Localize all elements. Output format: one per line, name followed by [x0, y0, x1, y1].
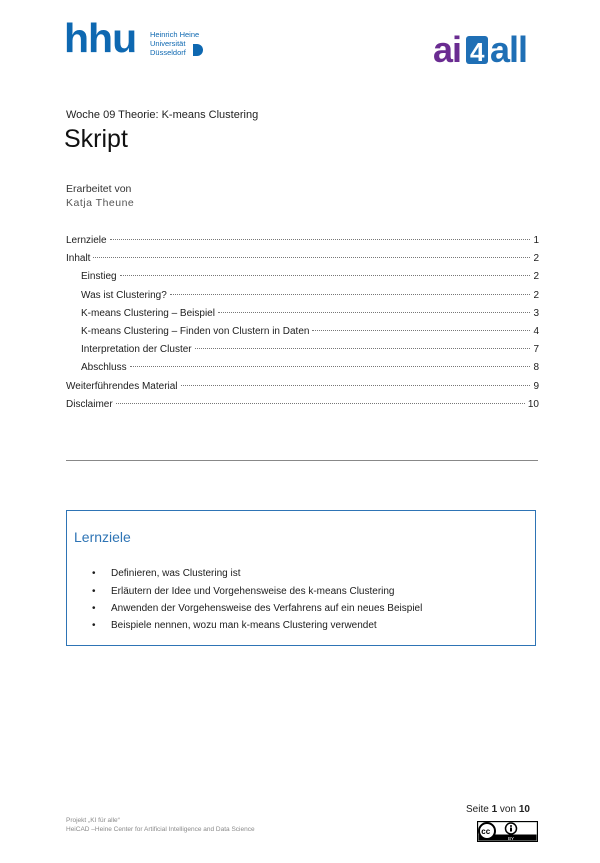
ai4all-logo-text: ai — [433, 32, 462, 68]
ai4all-logo — [433, 32, 547, 68]
lernziele-item — [92, 600, 422, 617]
table-of-contents — [66, 235, 539, 417]
toc-entry[interactable] — [66, 308, 539, 326]
horizontal-divider — [66, 460, 538, 461]
toc-leader-dots — [312, 330, 530, 331]
page-current: 1 — [491, 804, 498, 815]
toc-entry-page: 7 — [533, 344, 539, 356]
cc-by-license-icon — [477, 821, 538, 842]
page-of: von — [499, 804, 517, 815]
toc-entry-title: K-means Clustering – Finden von Clustern in Daten — [81, 325, 310, 337]
toc-entry[interactable] — [66, 271, 539, 289]
toc-entry-title: Was ist Clustering? — [81, 289, 167, 301]
page-total: 10 — [518, 804, 530, 815]
toc-entry[interactable] — [66, 381, 539, 399]
toc-leader-dots — [181, 385, 531, 386]
toc-leader-dots — [120, 275, 531, 276]
toc-leader-dots — [110, 239, 531, 240]
svg-text:all: all — [490, 32, 528, 68]
footer-project-line: Projekt „KI für alle“ — [66, 817, 120, 824]
bullet-icon: • — [92, 585, 96, 597]
toc-entry-page: 4 — [533, 325, 539, 337]
toc-entry-page: 2 — [533, 253, 539, 265]
lernziele-item-text: Definieren, was Clustering ist — [111, 568, 241, 580]
hhu-logo-subtitle — [150, 30, 199, 57]
toc-leader-dots — [93, 257, 530, 258]
toc-entry-title: Disclaimer — [66, 398, 113, 410]
author-label: Erarbeitet von — [66, 183, 132, 195]
toc-entry-title: Weiterführendes Material — [66, 380, 178, 392]
toc-entry-title: Einstieg — [81, 271, 117, 283]
bullet-icon: • — [92, 620, 96, 632]
svg-text:cc: cc — [481, 827, 491, 836]
lernziele-item — [92, 565, 422, 582]
document-subtitle: Woche 09 Theorie: K-means Clustering — [66, 109, 259, 121]
toc-leader-dots — [195, 348, 531, 349]
author-name: Katja Theune — [66, 197, 135, 209]
toc-entry-page: 1 — [533, 235, 539, 246]
toc-entry[interactable] — [66, 326, 539, 344]
bullet-icon: • — [92, 568, 96, 580]
hhu-sub-line-1: Heinrich Heine — [150, 30, 200, 39]
document-title: Skript — [64, 125, 128, 153]
footer-center-line: HeiCAD –Heine Center for Artificial Intelligence and Data Science — [66, 826, 255, 833]
lernziele-item — [92, 582, 422, 599]
toc-leader-dots — [130, 366, 531, 367]
toc-entry-page: 2 — [533, 289, 539, 301]
toc-entry-page: 10 — [527, 398, 539, 410]
toc-leader-dots — [170, 294, 531, 295]
lernziele-heading: Lernziele — [74, 529, 131, 545]
svg-text:4: 4 — [470, 37, 485, 67]
toc-entry[interactable] — [66, 290, 539, 308]
toc-entry[interactable] — [66, 344, 539, 362]
hhu-logo-mark-icon — [193, 44, 203, 56]
toc-entry[interactable] — [66, 362, 539, 380]
toc-entry-title: Interpretation der Cluster — [81, 344, 192, 356]
bullet-icon: • — [92, 602, 96, 614]
toc-entry-page: 8 — [533, 362, 539, 374]
toc-entry[interactable] — [66, 253, 539, 271]
footer-project-info — [66, 816, 255, 834]
toc-entry[interactable] — [66, 399, 539, 417]
toc-leader-dots — [116, 403, 525, 404]
hhu-sub-line-3: Düsseldorf — [150, 48, 186, 57]
page-prefix: Seite — [466, 804, 489, 815]
toc-entry-title: Inhalt — [66, 253, 91, 265]
toc-entry-page: 2 — [533, 271, 539, 283]
hhu-sub-line-2: Universität — [150, 39, 186, 48]
hhu-logo-wordmark: hhu — [64, 15, 137, 61]
toc-leader-dots — [218, 312, 530, 313]
page-number — [466, 804, 530, 815]
lernziele-item — [92, 617, 422, 634]
toc-entry-title: K-means Clustering – Beispiel — [81, 307, 215, 319]
toc-entry-page: 9 — [533, 380, 539, 392]
toc-entry-title: Lernziele — [66, 235, 107, 246]
lernziele-item-text: Beispiele nennen, wozu man k-means Clustering verwendet — [111, 620, 377, 632]
toc-entry-title: Abschluss — [81, 362, 127, 374]
license-by-label: BY — [508, 836, 515, 841]
toc-entry-page: 3 — [533, 307, 539, 319]
toc-entry[interactable] — [66, 235, 539, 253]
lernziele-list — [92, 565, 422, 635]
lernziele-item-text: Erläutern der Idee und Vorgehensweise des k-means Clustering — [111, 585, 395, 597]
lernziele-item-text: Anwenden der Vorgehensweise des Verfahrens auf ein neues Beispiel — [111, 602, 423, 614]
